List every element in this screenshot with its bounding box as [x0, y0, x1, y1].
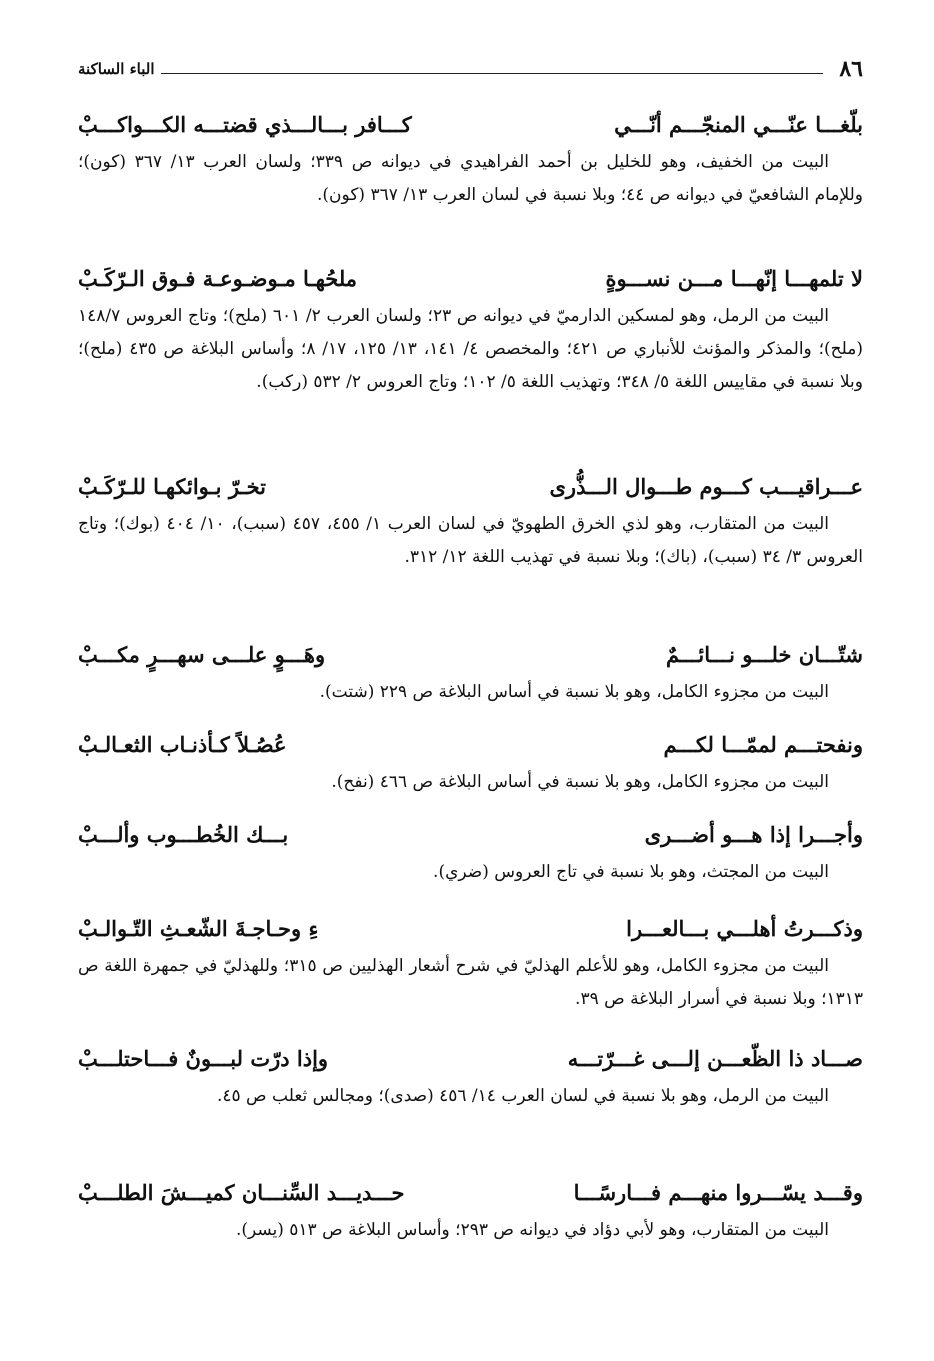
poem-entry	[78, 108, 863, 212]
verse-hemistich-second: حـــديـــد السِّنـــان كميـــشَ الطلـــبْ	[78, 1180, 405, 1205]
verse-hemistich-first: لا تلمهـــا إنّهـــا مـــن نســـوةٍ	[605, 266, 863, 291]
verse-hemistich-second: عُصُـلاً كـأذنـاب الثعـالـبْ	[78, 732, 287, 757]
verse-hemistich-first: شتّـــان خلـــو نـــائـــمٌ	[665, 642, 863, 667]
citation-note: البيت من الرمل، وهو بلا نسبة في لسان العرب ١٤/ ٤٥٦ (صدى)؛ ومجالس ثعلب ص ٤٥.	[216, 1086, 829, 1106]
page-number: ٨٦	[839, 56, 863, 82]
poem-entry	[78, 638, 863, 709]
poem-entry	[78, 470, 863, 574]
citation-note: البيت من المتقارب، وهو لذي الخرق الطهويّ في لسان العرب ١/ ٤٥٥، ٤٥٧ (سبب)، ١٠/ ٤٠٤ (بوك)؛ وتاج العروس ٣/ ٣٤ (سبب)، (باك)؛ وبلا نسبة في تهذيب اللغة ١٢/ ٣١٢.	[78, 514, 863, 567]
citation-note: البيت من مجزوء الكامل، وهو للأعلم الهذليّ في شرح أشعار الهذليين ص ٣١٥؛ وللهذليّ في جمهرة اللغة ص ١٣١٣؛ وبلا نسبة في أسرار البلاغة ص ٣٩.	[78, 956, 863, 1009]
citation-note: البيت من الخفيف، وهو للخليل بن أحمد الفراهيدي في ديوانه ص ٣٣٩؛ ولسان العرب ١٣/ ٣٦٧ (كون)؛ وللإمام الشافعيّ في ديوانه ص ٤٤؛ وبلا نسبة في لسان العرب ١٣/ ٣٦٧ (كون).	[78, 152, 863, 205]
verse-hemistich-second: بـــك الخُطـــوب وألـــبْ	[78, 822, 289, 847]
verse-hemistich-first: وذكـــرتُ أهلـــي بـــالعـــرا	[626, 916, 863, 941]
verse-hemistich-first: بلّغـــا عنّـــي المنجّـــم أنّـــي	[614, 112, 863, 137]
citation-note: البيت من مجزوء الكامل، وهو بلا نسبة في أساس البلاغة ص ٢٢٩ (شتت).	[319, 682, 829, 702]
citation-note: البيت من المتقارب، وهو لأبي دؤاد في ديوانه ص ٢٩٣؛ وأساس البلاغة ص ٥١٣ (يسر).	[235, 1220, 829, 1240]
verse-hemistich-first: ونفحتـــم لممّـــا لكـــم	[663, 732, 863, 757]
verse-hemistich-second: تخـرّ بـوائكهـا للـرّكَـبْ	[78, 474, 266, 499]
verse-line	[78, 1176, 863, 1210]
poem-entry	[78, 912, 863, 1016]
verse-line	[78, 728, 863, 762]
citation-note: البيت من الرمل، وهو لمسكين الدارميّ في ديوانه ص ٢٣؛ ولسان العرب ٢/ ٦٠١ (ملح)؛ وتاج العروس ١٤٨/٧ (ملح)؛ والمذكر والمؤنث للأنباري ص ٤٢١؛ والمخصص ٤/ ١٤١، ١٣/ ١٢٥، ١٧/ ٨؛ وأساس البلاغة ص ٤٣٥ (ملح)؛ وبلا نسبة في مقاييس اللغة ٥/ ٣٤٨؛ وتهذيب اللغة ٥/ ١٠٢؛ وتاج العروس ٢/ ٥٣٢ (ركب).	[78, 306, 863, 392]
verse-hemistich-second: وإذا درّت لبـــونٌ فـــاحتلـــبْ	[78, 1046, 329, 1071]
verse-hemistich-first: وأجـــرا إذا هـــو أضـــرى	[644, 822, 863, 847]
poem-entry	[78, 818, 863, 889]
header-rule	[161, 73, 824, 74]
verse-line	[78, 818, 863, 852]
verse-hemistich-second: كـــافر بـــالـــذي قضتـــه الكـــواكـــبْ	[78, 112, 412, 137]
citation-note: البيت من المجتث، وهو بلا نسبة في تاج العروس (ضري).	[433, 862, 829, 882]
verse-line	[78, 912, 863, 946]
verse-line	[78, 1042, 863, 1076]
running-title: الباء الساكنة	[78, 60, 155, 78]
citation-note: البيت من مجزوء الكامل، وهو بلا نسبة في أساس البلاغة ص ٤٦٦ (نفح).	[331, 772, 829, 792]
verse-line	[78, 262, 863, 296]
poem-entry	[78, 262, 863, 399]
verse-hemistich-first: وقـــد يسّـــروا منهـــم فـــارسًـــا	[573, 1180, 863, 1205]
running-header	[78, 52, 863, 86]
verse-line	[78, 470, 863, 504]
poem-entry	[78, 728, 863, 799]
verse-line	[78, 638, 863, 672]
poem-entry	[78, 1176, 863, 1247]
verse-hemistich-second: ملحُهـا مـوضـوعـة فـوق الـرّكَـبْ	[78, 266, 358, 291]
verse-hemistich-first: عـــراقيـــب كـــوم طـــوال الـــذُّرى	[549, 474, 863, 499]
verse-hemistich-second: ءِ وحـاجـةَ الشّعـثِ التّـوالـبْ	[78, 916, 319, 941]
poem-entry	[78, 1042, 863, 1113]
verse-line	[78, 108, 863, 142]
verse-hemistich-second: وهَـــوٍ علـــى سهـــرٍ مكـــبْ	[78, 642, 326, 667]
verse-hemistich-first: صـــاد ذا الظّعـــن إلـــى غـــرّتـــه	[567, 1046, 863, 1071]
